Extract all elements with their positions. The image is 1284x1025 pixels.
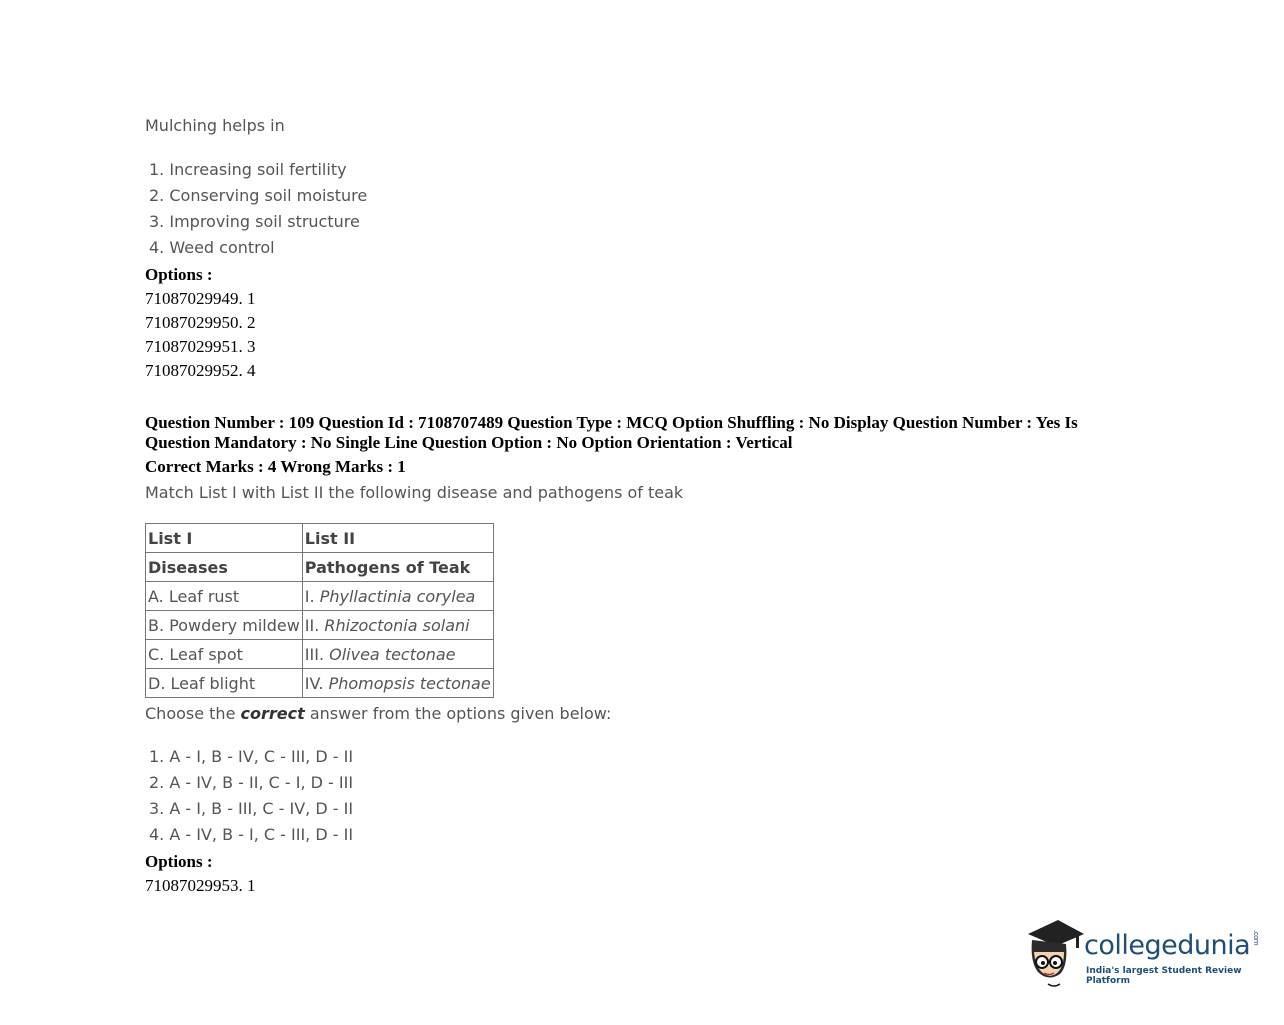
logo-name: collegedunia (1084, 930, 1251, 961)
match-table (145, 523, 494, 698)
pathogen-cell (302, 669, 493, 698)
pathogen-numeral: I. (304, 586, 320, 606)
option-line: 71087029950. 2 (145, 313, 256, 332)
pathogen-numeral: IV. (304, 673, 329, 693)
marks-line: Correct Marks : 4 Wrong Marks : 1 (145, 457, 406, 476)
logo-suffix: .com (1252, 930, 1261, 946)
table-header-cell: List I (146, 524, 303, 553)
pathogen-name: Rhizoctonia solani (324, 615, 470, 635)
options-label: Options : (145, 265, 213, 284)
statement-item: 3. Improving soil structure (149, 212, 360, 231)
question-text: Mulching helps in (145, 116, 285, 135)
logo-wordmark (1084, 930, 1260, 961)
table-header-cell: Diseases (146, 553, 303, 582)
table-row (146, 611, 494, 640)
option-line: 71087029949. 1 (145, 289, 256, 308)
answer-list (149, 744, 353, 848)
table-row (146, 582, 494, 611)
option-line: 71087029951. 3 (145, 337, 256, 356)
answer-item: 2. A - IV, B - II, C - I, D - III (149, 773, 354, 792)
answer-item: 3. A - I, B - III, C - IV, D - II (149, 799, 354, 818)
choose-emphasis: correct (240, 704, 305, 723)
table-subheader-row (146, 553, 494, 582)
question-meta-line: Question Number : 109 Question Id : 7108707489 Question Type : MCQ Option Shuffling : No Display Question Number : Yes Is (145, 413, 1078, 432)
statement-item: 4. Weed control (149, 238, 275, 257)
pathogen-cell (302, 582, 493, 611)
pathogen-name: Phomopsis tectonae (328, 673, 491, 693)
choose-text: answer from the options given below: (304, 704, 612, 723)
statement-list (149, 157, 367, 261)
table-header-cell: List II (302, 524, 493, 553)
student-mascot-icon (1024, 918, 1084, 988)
answer-item: 1. A - I, B - IV, C - III, D - II (149, 747, 354, 766)
option-line: 71087029952. 4 (145, 361, 256, 380)
question-text: Match List I with List II the following disease and pathogens of teak (145, 483, 684, 502)
statement-item: 1. Increasing soil fertility (149, 160, 347, 179)
table-row (146, 669, 494, 698)
choose-text: Choose the (145, 704, 241, 723)
question-meta-line: Question Mandatory : No Single Line Question Option : No Option Orientation : Vertical (145, 433, 793, 452)
disease-cell: A. Leaf rust (146, 582, 303, 611)
disease-cell: D. Leaf blight (146, 669, 303, 698)
pathogen-numeral: III. (304, 644, 330, 664)
pathogen-cell (302, 611, 493, 640)
table-header-cell: Pathogens of Teak (302, 553, 493, 582)
pathogen-cell (302, 640, 493, 669)
table-row (146, 640, 494, 669)
answer-item: 4. A - IV, B - I, C - III, D - II (149, 825, 354, 844)
options-label: Options : (145, 852, 213, 871)
choose-instruction (145, 704, 611, 723)
pathogen-name: Phyllactinia corylea (319, 586, 476, 606)
logo-tagline: India's largest Student Review Platform (1086, 966, 1242, 986)
disease-cell: B. Powdery mildew (146, 611, 303, 640)
statement-item: 2. Conserving soil moisture (149, 186, 368, 205)
disease-cell: C. Leaf spot (146, 640, 303, 669)
pathogen-name: Olivea tectonae (329, 644, 456, 664)
table-header-row (146, 524, 494, 553)
pathogen-numeral: II. (304, 615, 325, 635)
question-meta (145, 413, 1105, 453)
option-line: 71087029953. 1 (145, 876, 256, 895)
